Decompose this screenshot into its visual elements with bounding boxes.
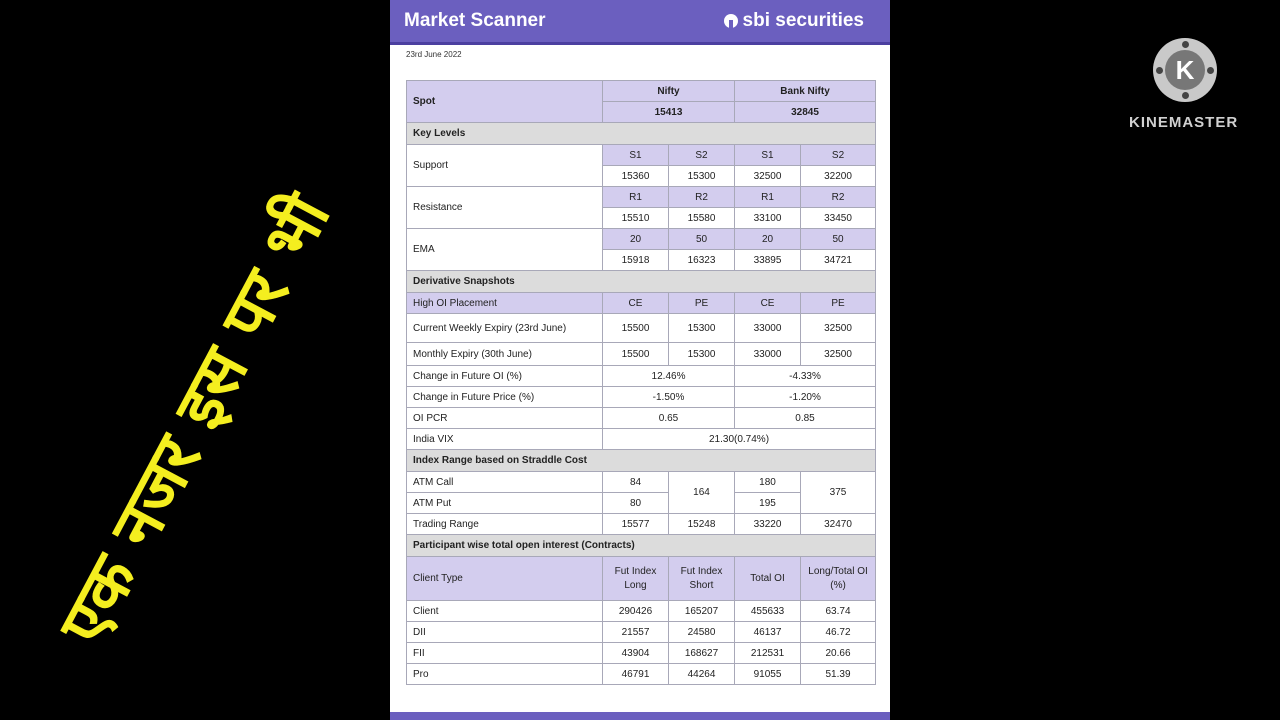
ema-v4: 34721 bbox=[801, 250, 876, 271]
support-label: Support bbox=[407, 145, 603, 187]
table-row bbox=[407, 601, 876, 622]
market-scanner-table bbox=[406, 80, 876, 685]
client-cell: 21557 bbox=[603, 622, 669, 643]
support-h1: S1 bbox=[603, 145, 669, 166]
spot-label: Spot bbox=[407, 81, 603, 123]
kinemaster-logo-icon bbox=[1153, 38, 1217, 102]
future-oi-nifty: 12.46% bbox=[603, 366, 735, 387]
client-cell: 91055 bbox=[735, 664, 801, 685]
ema-v1: 15918 bbox=[603, 250, 669, 271]
resistance-v3: 33100 bbox=[735, 208, 801, 229]
hindi-overlay-text: एक नजर इस पर भी bbox=[43, 182, 346, 658]
weekly-expiry-row bbox=[407, 314, 876, 343]
client-label: Pro bbox=[407, 664, 603, 685]
atm-call-nifty: 84 bbox=[603, 472, 669, 493]
sbi-logo-icon bbox=[724, 14, 738, 28]
support-h3: S1 bbox=[735, 145, 801, 166]
atm-put-label: ATM Put bbox=[407, 493, 603, 514]
monthly-expiry-row bbox=[407, 343, 876, 366]
index-range-heading: Index Range based on Straddle Cost bbox=[407, 450, 876, 472]
document-title: Market Scanner bbox=[404, 10, 546, 31]
atm-call-row bbox=[407, 472, 876, 493]
high-oi-h3: CE bbox=[735, 293, 801, 314]
key-levels-heading: Key Levels bbox=[407, 123, 876, 145]
support-h2: S2 bbox=[669, 145, 735, 166]
kinemaster-logo-letter: K bbox=[1165, 50, 1205, 90]
monthly-label: Monthly Expiry (30th June) bbox=[407, 343, 603, 366]
client-label: FII bbox=[407, 643, 603, 664]
monthly-v3: 33000 bbox=[735, 343, 801, 366]
future-price-nifty: -1.50% bbox=[603, 387, 735, 408]
monthly-v4: 32500 bbox=[801, 343, 876, 366]
resistance-header-row bbox=[407, 187, 876, 208]
atm-put-bank: 195 bbox=[735, 493, 801, 514]
ema-label: EMA bbox=[407, 229, 603, 271]
derivative-heading: Derivative Snapshots bbox=[407, 271, 876, 293]
brand-logo bbox=[724, 10, 864, 32]
weekly-v2: 15300 bbox=[669, 314, 735, 343]
banknifty-label: Bank Nifty bbox=[735, 81, 876, 102]
resistance-label: Resistance bbox=[407, 187, 603, 229]
client-cell: 43904 bbox=[603, 643, 669, 664]
document-date: 23rd June 2022 bbox=[406, 50, 462, 59]
future-price-row bbox=[407, 387, 876, 408]
table-row bbox=[407, 643, 876, 664]
high-oi-row bbox=[407, 293, 876, 314]
support-header-row bbox=[407, 145, 876, 166]
client-cell: 455633 bbox=[735, 601, 801, 622]
india-vix-row bbox=[407, 429, 876, 450]
oi-pcr-label: OI PCR bbox=[407, 408, 603, 429]
total-oi-header: Total OI bbox=[735, 557, 801, 601]
atm-call-bank: 180 bbox=[735, 472, 801, 493]
market-scanner-document bbox=[390, 0, 890, 720]
future-price-bank: -1.20% bbox=[735, 387, 876, 408]
fut-short-header: Fut Index Short bbox=[669, 557, 735, 601]
client-cell: 46137 bbox=[735, 622, 801, 643]
monthly-v1: 15500 bbox=[603, 343, 669, 366]
client-cell: 165207 bbox=[669, 601, 735, 622]
client-cell: 20.66 bbox=[801, 643, 876, 664]
support-v4: 32200 bbox=[801, 166, 876, 187]
ema-v2: 16323 bbox=[669, 250, 735, 271]
high-oi-h1: CE bbox=[603, 293, 669, 314]
ema-v3: 33895 bbox=[735, 250, 801, 271]
resistance-h3: R1 bbox=[735, 187, 801, 208]
nifty-spot-value: 15413 bbox=[603, 102, 735, 123]
future-oi-bank: -4.33% bbox=[735, 366, 876, 387]
document-footer-bar bbox=[390, 712, 890, 720]
weekly-v3: 33000 bbox=[735, 314, 801, 343]
table-row bbox=[407, 622, 876, 643]
weekly-v4: 32500 bbox=[801, 314, 876, 343]
table-row bbox=[407, 664, 876, 685]
ema-header-row bbox=[407, 229, 876, 250]
weekly-label: Current Weekly Expiry (23rd June) bbox=[407, 314, 603, 343]
client-label: DII bbox=[407, 622, 603, 643]
ema-h1: 20 bbox=[603, 229, 669, 250]
banknifty-spot-value: 32845 bbox=[735, 102, 876, 123]
client-cell: 51.39 bbox=[801, 664, 876, 685]
trading-range-label: Trading Range bbox=[407, 514, 603, 535]
ema-h2: 50 bbox=[669, 229, 735, 250]
resistance-v4: 33450 bbox=[801, 208, 876, 229]
participant-heading: Participant wise total open interest (Contracts) bbox=[407, 535, 876, 557]
future-oi-row bbox=[407, 366, 876, 387]
client-cell: 44264 bbox=[669, 664, 735, 685]
support-v2: 15300 bbox=[669, 166, 735, 187]
client-cell: 168627 bbox=[669, 643, 735, 664]
ema-h3: 20 bbox=[735, 229, 801, 250]
india-vix-label: India VIX bbox=[407, 429, 603, 450]
resistance-v1: 15510 bbox=[603, 208, 669, 229]
long-total-header: Long/Total OI (%) bbox=[801, 557, 876, 601]
high-oi-label: High OI Placement bbox=[407, 293, 603, 314]
trading-range-v3: 33220 bbox=[735, 514, 801, 535]
document-header bbox=[390, 0, 890, 45]
resistance-v2: 15580 bbox=[669, 208, 735, 229]
trading-range-v2: 15248 bbox=[669, 514, 735, 535]
client-label: Client bbox=[407, 601, 603, 622]
client-cell: 24580 bbox=[669, 622, 735, 643]
trading-range-v4: 32470 bbox=[801, 514, 876, 535]
kinemaster-watermark-text: KINEMASTER bbox=[1129, 114, 1239, 131]
oi-pcr-bank: 0.85 bbox=[735, 408, 876, 429]
high-oi-h2: PE bbox=[669, 293, 735, 314]
fut-long-header: Fut Index Long bbox=[603, 557, 669, 601]
straddle-bank: 375 bbox=[801, 472, 876, 514]
ema-h4: 50 bbox=[801, 229, 876, 250]
india-vix-value: 21.30(0.74%) bbox=[603, 429, 876, 450]
high-oi-h4: PE bbox=[801, 293, 876, 314]
spot-header-row bbox=[407, 81, 876, 102]
support-v1: 15360 bbox=[603, 166, 669, 187]
client-cell: 46.72 bbox=[801, 622, 876, 643]
client-cell: 290426 bbox=[603, 601, 669, 622]
support-h4: S2 bbox=[801, 145, 876, 166]
weekly-v1: 15500 bbox=[603, 314, 669, 343]
brand-name: sbi securities bbox=[742, 10, 864, 31]
resistance-h2: R2 bbox=[669, 187, 735, 208]
client-cell: 46791 bbox=[603, 664, 669, 685]
client-type-label: Client Type bbox=[407, 557, 603, 601]
client-cell: 212531 bbox=[735, 643, 801, 664]
trading-range-row bbox=[407, 514, 876, 535]
client-header-row bbox=[407, 557, 876, 601]
oi-pcr-nifty: 0.65 bbox=[603, 408, 735, 429]
atm-put-nifty: 80 bbox=[603, 493, 669, 514]
support-v3: 32500 bbox=[735, 166, 801, 187]
client-cell: 63.74 bbox=[801, 601, 876, 622]
nifty-label: Nifty bbox=[603, 81, 735, 102]
future-price-label: Change in Future Price (%) bbox=[407, 387, 603, 408]
monthly-v2: 15300 bbox=[669, 343, 735, 366]
straddle-nifty: 164 bbox=[669, 472, 735, 514]
resistance-h4: R2 bbox=[801, 187, 876, 208]
resistance-h1: R1 bbox=[603, 187, 669, 208]
future-oi-label: Change in Future OI (%) bbox=[407, 366, 603, 387]
atm-call-label: ATM Call bbox=[407, 472, 603, 493]
trading-range-v1: 15577 bbox=[603, 514, 669, 535]
oi-pcr-row bbox=[407, 408, 876, 429]
